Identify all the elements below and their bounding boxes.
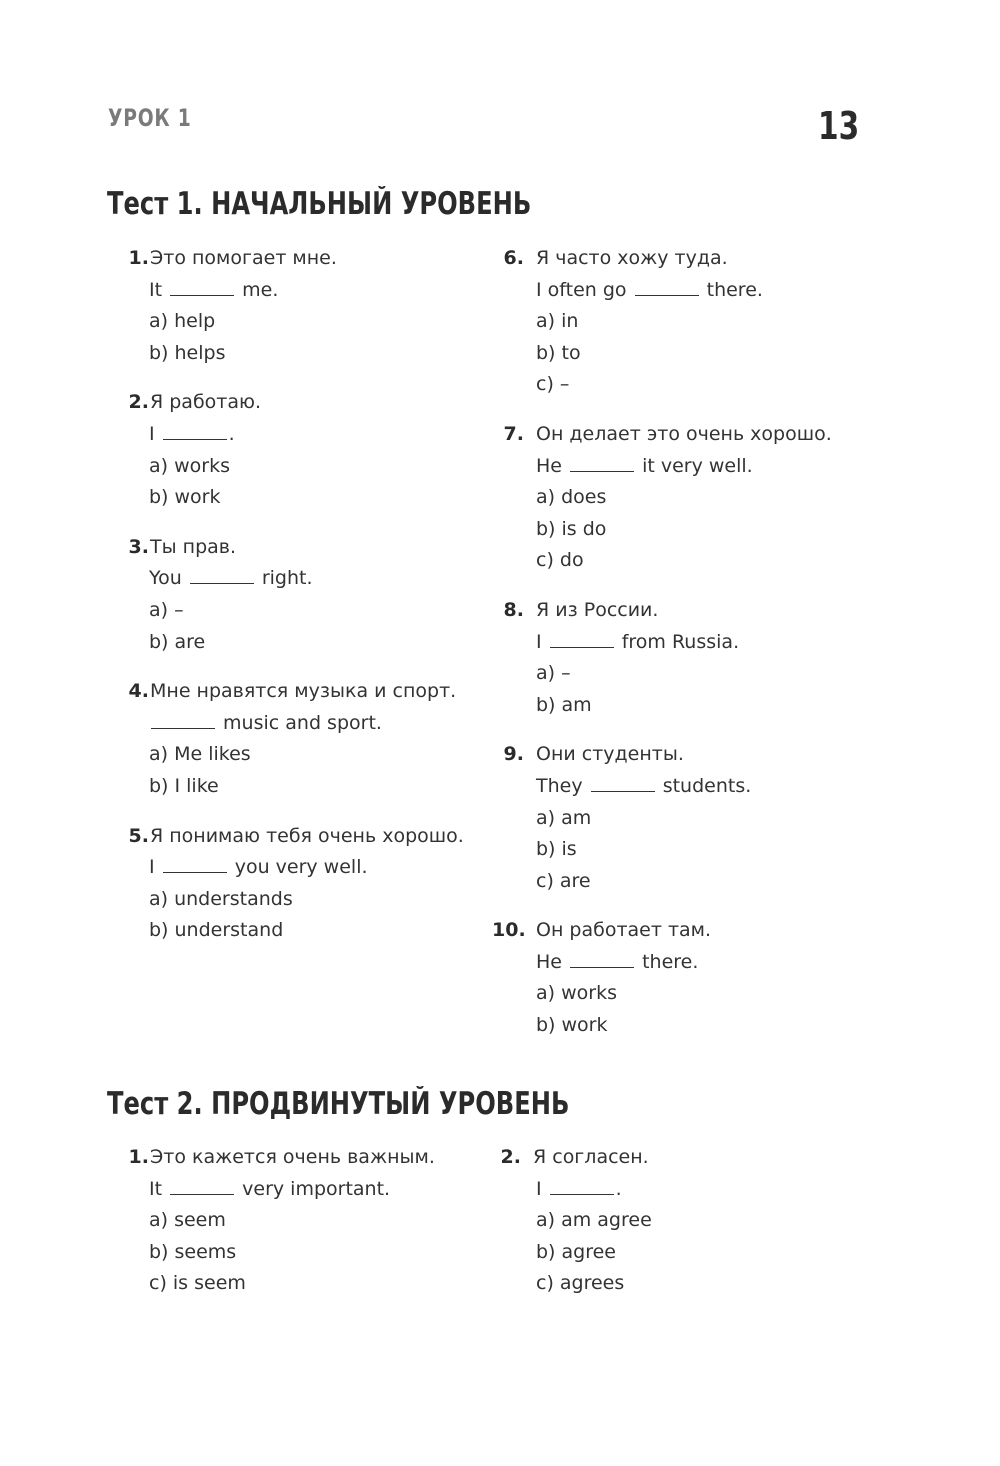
sentence-after-blank: from Russia. [621, 630, 740, 653]
question-number: 9. [503, 743, 524, 766]
answer-option[interactable]: b) seems [149, 1240, 237, 1263]
answer-blank[interactable] [151, 708, 215, 729]
answer-option[interactable]: c) do [536, 549, 584, 572]
question-prompt: Я из России. [536, 598, 659, 621]
chapter-label: УРОК 1 [108, 104, 192, 132]
question-prompt-line [492, 595, 872, 627]
answer-option[interactable]: b) work [149, 486, 221, 509]
test-2-right-column [492, 1142, 872, 1318]
question-number: 2. [128, 391, 149, 414]
answer-blank[interactable] [570, 947, 634, 968]
question-prompt-line [120, 1142, 480, 1174]
question-item [492, 595, 872, 721]
question-number: 8. [503, 598, 524, 621]
question-item [492, 739, 872, 897]
test-1-right-column [492, 243, 872, 1060]
question-prompt-line [120, 243, 480, 275]
question-sentence [149, 852, 480, 884]
question-number: 1. [128, 247, 149, 269]
question-item [120, 387, 480, 513]
answer-option[interactable]: b) understand [149, 919, 284, 942]
test-1-title: Тест 1. НАЧАЛЬНЫЙ УРОВЕНЬ [107, 186, 532, 222]
answer-option[interactable]: b) I like [149, 774, 219, 797]
sentence-before-blank: I often go [536, 278, 627, 301]
test-1-left-column [120, 243, 480, 965]
question-prompt: Они студенты. [536, 743, 684, 766]
sentence-before-blank: It [149, 1177, 163, 1200]
question-sentence [536, 771, 872, 803]
answer-option[interactable]: a) works [536, 982, 617, 1005]
sentence-before-blank: I [149, 422, 155, 445]
question-number: 1. [128, 1146, 149, 1168]
answer-option[interactable]: b) am [536, 693, 592, 716]
sentence-before-blank: He [536, 454, 562, 477]
question-number: 7. [503, 422, 524, 445]
sentence-after-blank: . [228, 422, 235, 445]
test-2-title: Тест 2. ПРОДВИНУТЫЙ УРОВЕНЬ [107, 1086, 570, 1122]
question-sentence [536, 275, 872, 307]
question-prompt: Он работает там. [536, 919, 712, 942]
answer-blank[interactable] [163, 852, 227, 873]
answer-option[interactable]: a) – [536, 662, 571, 685]
sentence-after-blank: music and sport. [223, 711, 382, 734]
answer-blank[interactable] [635, 275, 699, 296]
question-number: 10. [492, 919, 526, 942]
page-number: 13 [818, 104, 860, 148]
sentence-after-blank: there. [706, 278, 763, 301]
question-prompt-line [492, 915, 872, 947]
question-prompt-line [492, 419, 872, 451]
sentence-before-blank: I [149, 856, 155, 879]
answer-option[interactable]: b) are [149, 630, 206, 653]
answer-option[interactable]: a) am [536, 806, 592, 829]
question-sentence [536, 1174, 872, 1206]
question-item [120, 243, 480, 369]
sentence-after-blank: it very well. [642, 454, 753, 477]
question-prompt: Я понимаю тебя очень хорошо. [150, 824, 464, 847]
question-sentence [536, 627, 872, 659]
question-item [120, 532, 480, 658]
sentence-before-blank: He [536, 950, 562, 973]
question-number: 3. [128, 535, 149, 558]
question-item [492, 915, 872, 1041]
answer-option[interactable]: a) understands [149, 887, 293, 910]
answer-option[interactable]: c) – [536, 373, 570, 396]
sentence-after-blank: me. [242, 278, 279, 301]
answer-option[interactable]: c) are [536, 869, 591, 892]
question-sentence [149, 419, 480, 451]
question-sentence [536, 947, 872, 979]
sentence-after-blank: there. [642, 950, 699, 973]
answer-blank[interactable] [170, 1174, 234, 1195]
question-prompt: Он делает это очень хорошо. [536, 422, 832, 445]
question-number: 5. [128, 824, 149, 847]
sentence-before-blank: It [149, 278, 163, 301]
answer-option[interactable]: a) Me likes [149, 743, 251, 766]
answer-blank[interactable] [550, 1174, 614, 1195]
sentence-after-blank: right. [261, 567, 313, 590]
question-sentence [149, 1174, 480, 1206]
test-2-left-column [120, 1142, 480, 1318]
question-prompt-line [120, 821, 480, 853]
sentence-before-blank: You [149, 567, 182, 590]
answer-option[interactable]: a) in [536, 310, 579, 333]
question-prompt: Это помогает мне. [150, 247, 337, 269]
answer-option[interactable]: b) to [536, 341, 581, 364]
question-prompt-line [120, 387, 480, 419]
answer-blank[interactable] [570, 451, 634, 472]
sentence-after-blank: very important. [242, 1177, 391, 1200]
question-item [120, 676, 480, 802]
answer-option[interactable]: b) is [536, 838, 577, 861]
sentence-after-blank: . [615, 1177, 622, 1200]
question-number: 4. [128, 680, 149, 703]
answer-option[interactable]: a) – [149, 598, 184, 621]
answer-option[interactable]: b) helps [149, 341, 226, 364]
answer-option[interactable]: c) is seem [149, 1272, 246, 1295]
question-prompt: Это кажется очень важным. [150, 1146, 435, 1168]
question-sentence [536, 451, 872, 483]
question-prompt: Ты прав. [150, 535, 237, 558]
question-prompt-line [492, 243, 872, 275]
answer-blank[interactable] [163, 419, 227, 440]
question-item [492, 243, 872, 401]
question-prompt: Мне нравятся музыка и спорт. [150, 680, 457, 703]
sentence-before-blank: I [536, 1177, 542, 1200]
question-prompt-line [492, 739, 872, 771]
answer-blank[interactable] [550, 627, 614, 648]
answer-option[interactable]: b) is do [536, 517, 607, 540]
answer-option[interactable]: a) am agree [536, 1209, 652, 1232]
answer-option[interactable]: a) works [149, 454, 230, 477]
question-number: 6. [503, 247, 524, 269]
sentence-before-blank: I [536, 630, 542, 653]
question-sentence [149, 275, 480, 307]
answer-option[interactable]: b) agree [536, 1240, 616, 1263]
answer-option[interactable]: a) help [149, 310, 216, 333]
question-sentence [149, 563, 480, 595]
question-prompt-line [492, 1142, 872, 1174]
answer-blank[interactable] [591, 771, 655, 792]
question-number: 2. [500, 1146, 521, 1168]
answer-option[interactable]: a) seem [149, 1209, 226, 1232]
answer-option[interactable]: c) agrees [536, 1272, 625, 1295]
answer-option[interactable]: b) work [536, 1014, 608, 1037]
question-item [492, 1142, 872, 1300]
answer-blank[interactable] [190, 563, 254, 584]
question-item [120, 821, 480, 947]
question-prompt: Я часто хожу туда. [536, 247, 728, 269]
sentence-after-blank: students. [662, 774, 752, 797]
question-prompt-line [120, 532, 480, 564]
sentence-after-blank: you very well. [234, 856, 368, 879]
answer-blank[interactable] [170, 275, 234, 296]
question-prompt: Я работаю. [150, 391, 262, 414]
question-sentence [149, 708, 480, 740]
question-item [120, 1142, 480, 1300]
answer-option[interactable]: a) does [536, 486, 607, 509]
sentence-before-blank: They [536, 774, 583, 797]
question-prompt-line [120, 676, 480, 708]
question-prompt: Я согласен. [533, 1146, 649, 1168]
question-item [492, 419, 872, 577]
